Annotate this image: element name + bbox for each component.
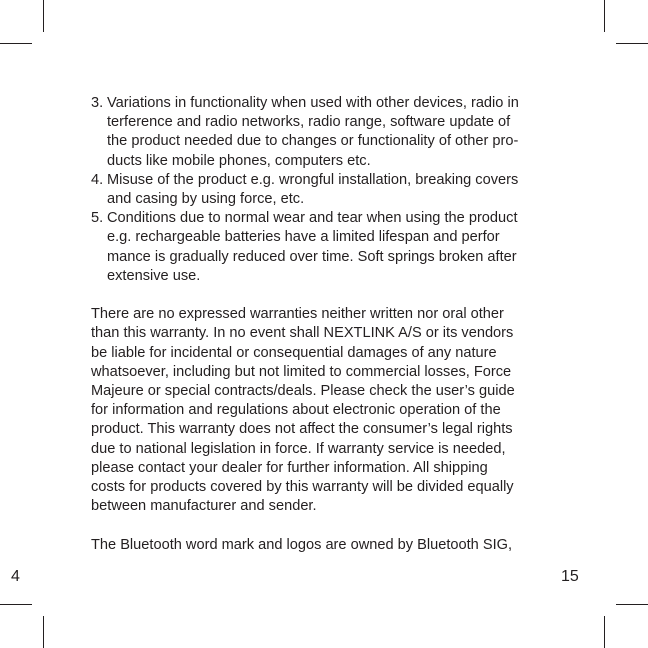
- page-number-right: 15: [561, 568, 579, 585]
- exclusions-list: [91, 94, 553, 286]
- crop-mark-top-left: [43, 0, 44, 32]
- list-item-line: ducts like mobile phones, computers etc.: [107, 152, 371, 169]
- page-number-left: 4: [11, 568, 20, 585]
- paragraph-line: The Bluetooth word mark and logos are owned by Bluetooth SIG,: [91, 536, 513, 553]
- bluetooth-paragraph: [91, 536, 553, 555]
- paragraph-line: be liable for incidental or consequential damages of any nature: [91, 344, 497, 361]
- paragraph-line: than this warranty. In no event shall NEXTLINK A/S or its vendors: [91, 325, 514, 342]
- list-item-line: the product needed due to changes or functionality of other pro-: [107, 133, 519, 150]
- paragraph-line: costs for products covered by this warranty will be divided equally: [91, 479, 514, 496]
- list-item: [91, 94, 553, 171]
- list-item-line: Misuse of the product e.g. wrongful installation, breaking covers: [107, 171, 519, 188]
- list-item-number: 4.: [91, 171, 104, 188]
- list-item: [91, 171, 553, 209]
- paragraph-line: There are no expressed warranties neither written nor oral other: [91, 306, 504, 323]
- paragraph-line: product. This warranty does not affect the consumer’s legal rights: [91, 421, 513, 438]
- list-item-line: terference and radio networks, radio range, software update of: [107, 114, 511, 131]
- paragraph-line: between manufacturer and sender.: [91, 498, 317, 515]
- list-item-line: e.g. rechargeable batteries have a limited lifespan and perfor: [107, 229, 500, 246]
- crop-mark-top-left: [0, 43, 32, 44]
- paragraph-line: please contact your dealer for further information. All shipping: [91, 459, 488, 476]
- paragraph-line: whatsoever, including but not limited to commercial losses, Force: [91, 363, 512, 380]
- list-item-line: Conditions due to normal wear and tear when using the product: [107, 210, 518, 227]
- crop-mark-top-right: [604, 0, 605, 32]
- list-item-line: extensive use.: [107, 267, 201, 284]
- crop-mark-bottom-right: [604, 616, 605, 648]
- crop-mark-bottom-left: [43, 616, 44, 648]
- list-item-number: 3.: [91, 95, 104, 111]
- crop-mark-top-right: [616, 43, 648, 44]
- list-item-line: Variations in functionality when used with other devices, radio in: [107, 95, 519, 111]
- list-item-line: mance is gradually reduced over time. Soft springs broken after: [107, 248, 517, 265]
- list-item-number: 5.: [91, 210, 104, 227]
- crop-mark-bottom-right: [616, 604, 648, 605]
- page-body: [91, 94, 553, 555]
- crop-mark-bottom-left: [0, 604, 32, 605]
- list-item: [91, 209, 553, 286]
- paragraph-line: for information and regulations about electronic operation of the: [91, 402, 501, 419]
- paragraph-line: due to national legislation in force. If warranty service is needed,: [91, 440, 506, 457]
- list-item-line: and casing by using force, etc.: [107, 191, 305, 208]
- warranty-paragraph: [91, 305, 553, 516]
- paragraph-line: Majeure or special contracts/deals. Please check the user’s guide: [91, 383, 515, 400]
